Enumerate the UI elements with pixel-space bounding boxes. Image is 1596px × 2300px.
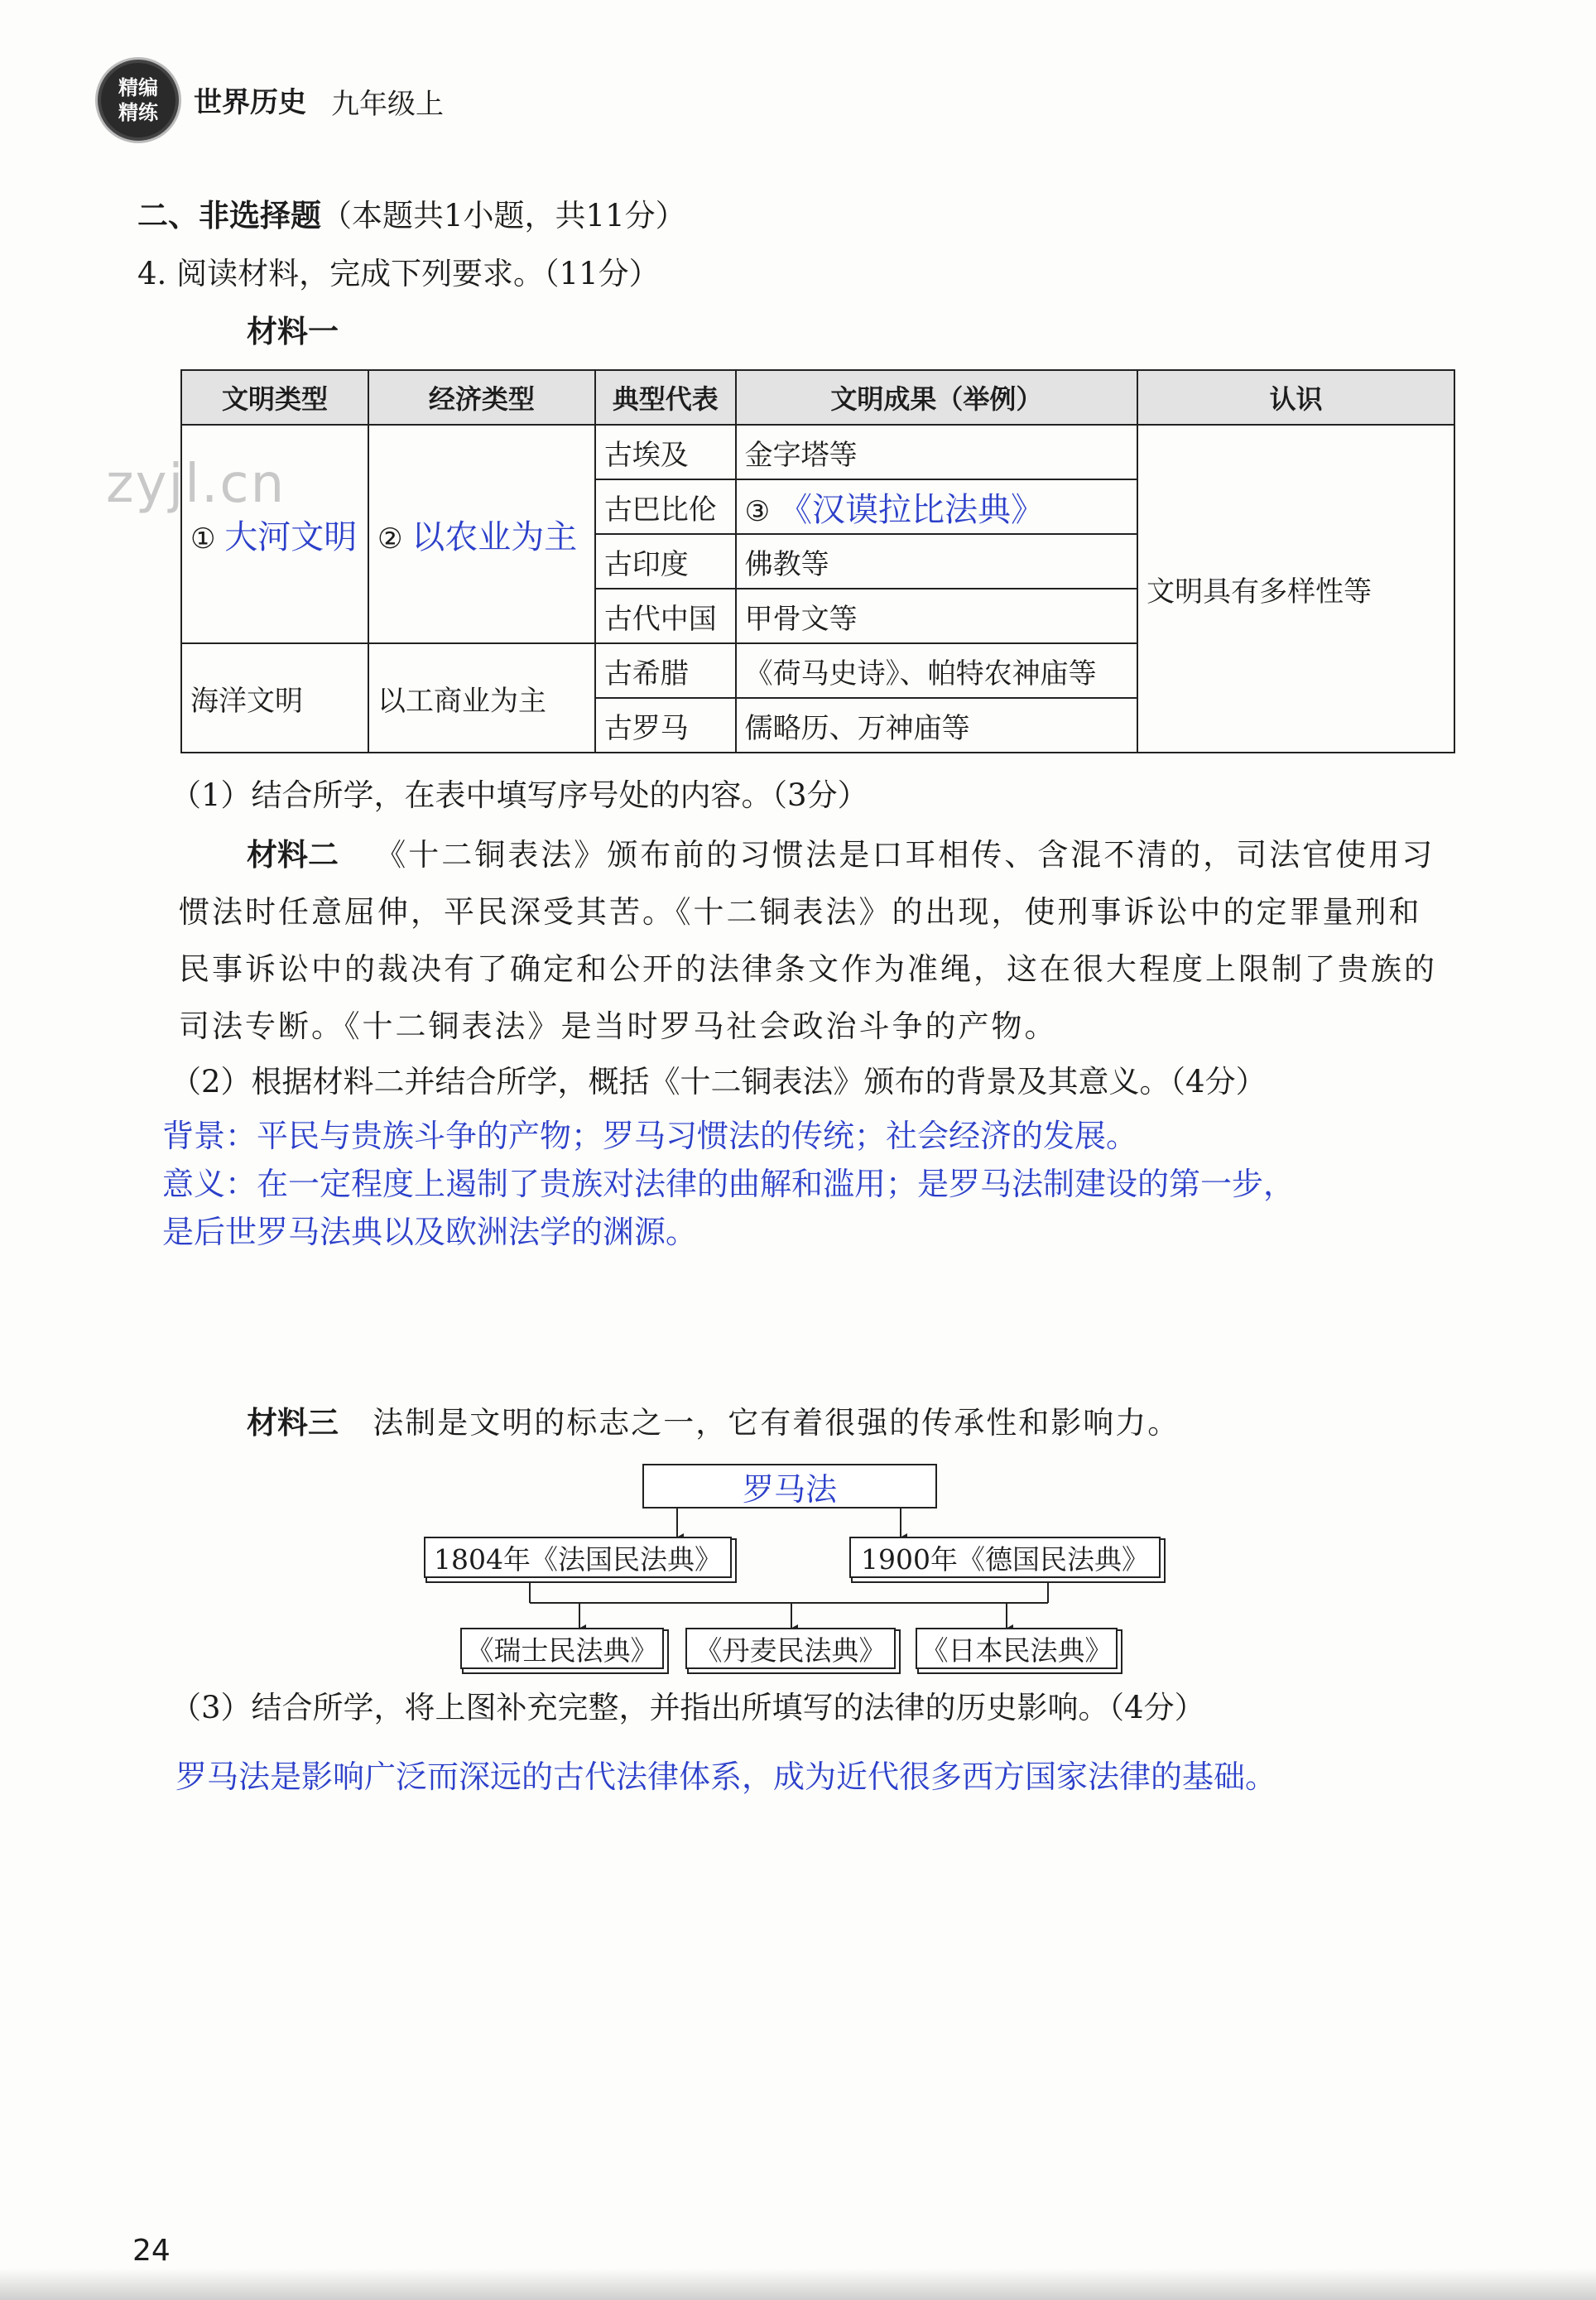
sub-question-2: （2）根据材料二并结合所学，概括《十二铜表法》颁布的背景及其意义。（4分）	[171, 1064, 1267, 1099]
marker-3: ③	[744, 494, 771, 528]
answer-1: 大河文明	[224, 517, 358, 556]
answer-2-significance-cont: 是后世罗马法典以及欧洲法学的渊源。	[162, 1214, 698, 1250]
diagram-denmark-box: 《丹麦民法典》	[685, 1628, 896, 1669]
answer-2: 以农业为主	[411, 517, 578, 556]
logo-line2: 精练	[118, 101, 158, 124]
sub-question-3: （3）结合所学，将上图补充完整，并指出所填写的法律的历史影响。（4分）	[171, 1690, 1205, 1725]
header-representative: 典型代表	[595, 370, 736, 425]
header-economy: 经济类型	[368, 370, 595, 425]
achievement-cell: 佛教等	[736, 534, 1137, 589]
answer-2-background: 背景：平民与贵族斗争的产物；罗马习惯法的传统；社会经济的发展。	[162, 1118, 1138, 1154]
ocean-civ-cell: 海洋文明	[181, 643, 368, 753]
book-title: 世界历史	[194, 86, 306, 119]
material2-line-2: 惯法时任意屈伸，平民深受其苦。《十二铜表法》的出现，使刑事诉讼中的定罪量刑和	[179, 894, 1422, 930]
rep-cell: 古罗马	[595, 698, 736, 753]
section-title: 二、非选择题	[137, 198, 321, 233]
header-achievement: 文明成果（举例）	[736, 370, 1137, 425]
achievement-cell: 金字塔等	[736, 425, 1137, 479]
section-note: （本题共1小题，共11分）	[321, 198, 686, 233]
insight-cell: 文明具有多样性等	[1137, 425, 1454, 753]
material2-label: 材料二	[247, 837, 339, 873]
page-number: 24	[132, 2234, 171, 2268]
material3-label: 材料三	[247, 1405, 339, 1441]
achievement-cell: 甲骨文等	[736, 589, 1137, 643]
material2-line-3: 民事诉讼中的裁决有了确定和公开的法律条文作为准绳，这在很大程度上限制了贵族的	[179, 951, 1437, 987]
material3-text: 法制是文明的标志之一，它有着很强的传承性和影响力。	[373, 1405, 1180, 1441]
marker-1: ①	[190, 522, 216, 556]
achievement-cell: 《荷马史诗》、帕特农神庙等	[736, 643, 1137, 698]
ocean-economy-cell: 以工商业为主	[368, 643, 595, 753]
material2-line-1: 《十二铜表法》颁布前的习惯法是口耳相传、含混不清的，司法官使用习	[375, 837, 1435, 873]
page-edge-shadow	[0, 2269, 1596, 2300]
rep-cell: 古希腊	[595, 643, 736, 698]
header-civ-type: 文明类型	[181, 370, 368, 425]
rep-cell: 古代中国	[595, 589, 736, 643]
answer-3: 罗马法是影响广泛而深远的古代法律体系，成为近代很多西方国家法律的基础。	[175, 1759, 1277, 1795]
question-stem: 4. 阅读材料，完成下列要求。（11分）	[137, 256, 660, 291]
answer-2-significance: 意义：在一定程度上遏制了贵族对法律的曲解和滥用；是罗马法制建设的第一步，	[162, 1166, 1296, 1202]
rep-cell: 古埃及	[595, 425, 736, 479]
rep-cell: 古印度	[595, 534, 736, 589]
diagram-root-box: 罗马法	[642, 1464, 937, 1508]
achievement-cell: 儒略历、万神庙等	[736, 698, 1137, 753]
answer-3: 《汉谟拉比法典》	[778, 490, 1044, 529]
diagram-france-box: 1804年《法国民法典》	[424, 1537, 732, 1578]
diagram-switzerland-box: 《瑞士民法典》	[460, 1628, 664, 1669]
diagram-germany-box: 1900年《德国民法典》	[849, 1537, 1161, 1578]
logo-line1: 精编	[118, 76, 158, 99]
material1-label: 材料一	[247, 314, 339, 349]
sub-question-1: （1）结合所学，在表中填写序号处的内容。（3分）	[171, 777, 868, 813]
watermark: zyjl.cn	[106, 454, 286, 515]
header-insight: 认识	[1137, 370, 1454, 425]
grade-label: 九年级上	[331, 88, 444, 121]
rep-cell: 古巴比伦	[595, 479, 736, 534]
diagram-japan-box: 《日本民法典》	[916, 1628, 1118, 1669]
marker-2: ②	[377, 522, 403, 556]
material2-line-4: 司法专断。《十二铜表法》是当时罗马社会政治斗争的产物。	[179, 1008, 1058, 1044]
